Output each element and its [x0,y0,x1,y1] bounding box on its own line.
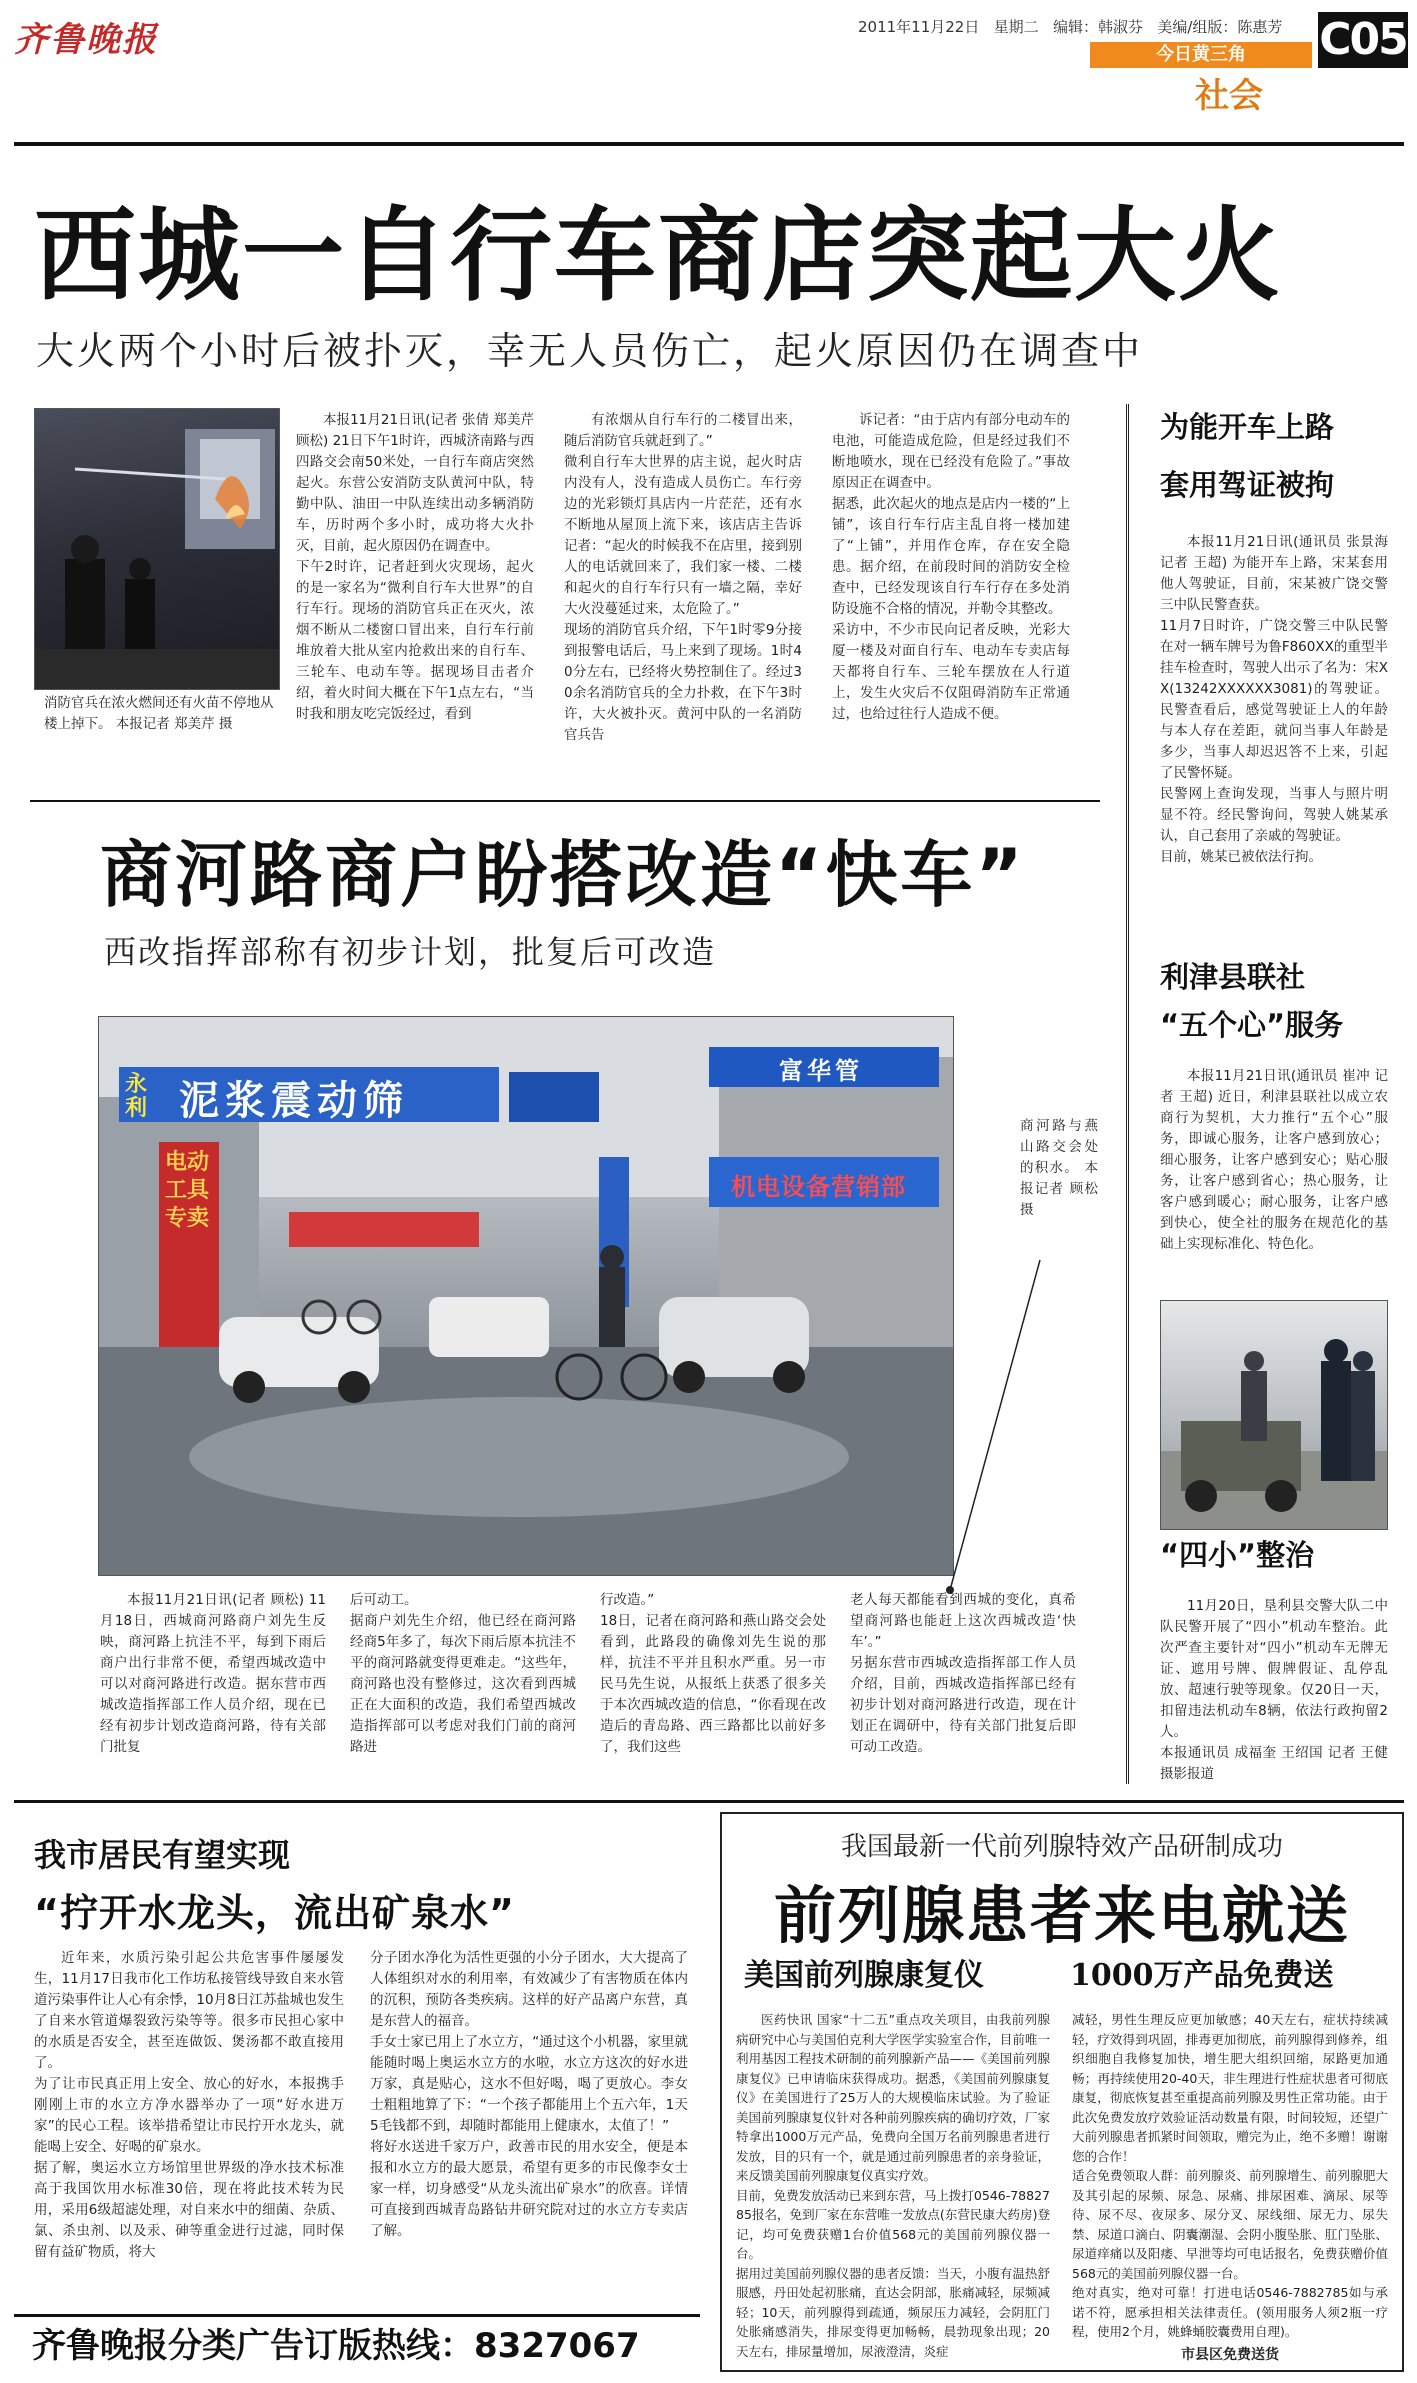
sidebar-story1-body [1160,532,1388,932]
ad-col2-text: 减轻，男性生理反应更加敏感；40天左右，症状持续减轻，疗效得到巩固，排毒更加彻底，前列腺得到修养，组织细胞自我修复加快，增生肥大组织回缩，尿路更加通畅；再持续使用20-40天，非生理进行性症状患者可彻底康复，彻底恢复甚至重提高前列腺及男性正常功能。由于此次免费发放疗效验证活动数量有限，时间较短，还望广大前列腺患者抓紧时间领取，赠完为止，绝不多赠！谢谢您的合作！ 适合免费领取人群：前列腺炎、前列腺增生、前列腺肥大及其引起的尿频、尿急、尿痛、排尿困难、滴尿、尿等待、尿不尽、夜尿多、尿分叉、尿线细、尿无力、尿失禁、尿道口滴白、阴囊潮湿、会阴小腹坠胀、肛门坠胀、尿道痒痛以及阳痿、早泄等均可电话报名，免费获赠价值568元的美国前列腺仪器一台。 绝对真实，绝对可靠！打进电话0546-7882785如与承诺不符，愿承担相关法律责任。(领用服务人须2瓶一疗程，使用2个月，姚蜂蛹胶囊费用自理)。 [1072,2012,1388,2339]
story2-headline: 商河路商户盼搭改造“快车” [100,833,1026,917]
ad-headline: 前列腺患者来电就送 [773,1879,1350,1952]
sidebar-story1-text: 本报11月21日讯(通讯员 张景海 记者 王超) 为能开车上路，宋某套用他人驾驶证，目前，宋某被广饶交警三中队民警查获。 11月7日时许，广饶交警三中队民警在对一辆车牌号为鲁F860XX的重型半挂车检查时，驾驶人出示了名为：宋XX(13242XXXXXX3081)的驾驶证。民警查看后，感觉驾驶证上人的年龄与本人存在差距，就问当事人年龄是多少，当事人却迟迟答不上来，引起了民警怀疑。 民警网上查询发现，当事人与照片明显不符。经民警询问，驾驶人姚某承认，自己套用了亲戚的驾驶证。 目前，姚某已被依法行拘。 [1160,534,1388,865]
newspaper-logo: 齐鲁晚报 [14,20,158,60]
story2-col4-text: 老人每天都能看到西城的变化，真希望商河路也能赶上这次西城改造‘快车’。” 另据东营市西城改造指挥部工作人员介绍，目前，西城改造指挥部已经有初步计划对商河路进行改造，现在计划正在调研中，待有关部门批复后即可动工改造。 [850,1592,1076,1755]
ad-col1-text: 医药快讯 国家“十二五”重点攻关项目，由我前列腺病研究中心与美国伯克利大学医学实验室合作，目前唯一利用基因工程技术研制的前列腺新产品——《美国前列腺康复仪》已申请临床获得成功。据悉，《美国前列腺康复仪》在美国进行了25万人的大规模临床试验。为了验证美国前列腺康复仪针对各种前列腺疾病的确切疗效，厂家特拿出1000万元产品，免费向全国万名前列腺患者进行发放，目的只有一个，就是通过前列腺患者的亲身验证，来反馈美国前列腺康复仪真实疗效。 目前，免费发放活动已来到东营，马上拨打0546-7882785报名，免到厂家在东营唯一发放点(东营民康大药房)登记，均可免费获赠1台价值568元的美国前列腺仪器一台。 据用过美国前列腺仪器的患者反馈：当天，小腹有温热舒服感，丹田处起初胀痛，直达会阴部，胀痛减轻，尿频减轻；10天，前列腺得到疏通，频尿压力减轻，会阴肛门处胀痛感消失，排尿变得更加畅畅，晨勃现象出现；20天左右，排尿量增加，尿液澄清，炎症 [736,2012,1050,2359]
ad-kicker: 我国最新一代前列腺特效产品研制成功 [840,1832,1283,1862]
photo-sign-vertical: 电动工具专卖 [165,1150,210,1231]
photo-sign-left: 永利 [125,1072,148,1121]
story1-column-1 [296,410,534,796]
story2-subhead: 西改指挥部称有初步计划，批复后可改造 [104,933,717,971]
ad-hotline [14,2314,700,2372]
story1-headline: 西城一自行车商店突起大火 [34,196,1282,316]
sidebar-story2-title-2: “五个心”服务 [1160,1008,1344,1042]
sidebar-story1-title-2: 套用驾证被拘 [1160,468,1335,502]
ad-footer: 市县区免费送货 [1181,2347,1279,2363]
water-story-column-2 [370,1948,688,2308]
section-name: 社会 [1195,76,1263,116]
street-photo [98,1016,954,1576]
photo-sign-main: 泥浆震动筛 [179,1078,409,1124]
page-number: C05 [1318,12,1408,68]
section-tag-bar: 今日黄三角 [1090,42,1312,68]
sidebar-story3-text: 11月20日，垦利县交警大队二中队民警开展了“四小”机动车整治。此次严查主要针对“四小”机动车无牌无证、遮用号牌、假牌假证、乱停乱放、超速行驶等现象。仅20日一天，扣留违法机动车8辆，依法行政拘留2人。 本报通讯员 成福奎 王绍国 记者 王健 摄影报道 [1160,1598,1388,1782]
ad-column-2 [1072,2010,1388,2340]
story2-col3-text: 行改造。” 18日，记者在商河路和燕山路交会处看到，此路段的确像刘先生说的那样，抗洼不平并且积水严重。另一市民马先生说，从报纸上获悉了很多关于本次西城改造的信息，“你看现在改造后的青岛路、西三路都比以前好多了，我们这些 [600,1592,826,1755]
photo-sign-shop: 机电设备营销部 [731,1173,906,1201]
caption-pointer-line [940,1250,1060,1610]
story2-column-1 [100,1590,326,1790]
editor-text: 编辑：韩淑芬 [1053,18,1144,36]
sidebar-story2-text: 本报11月21日讯(通讯员 崔冲 记者 王超) 近日，利津县联社以成立农商行为契机，大力推行“五个心”服务，即诚心服务，让客户感到放心；细心服务，让客户感到安心；贴心服务，让客户感到省心；热心服务，让客户感到暖心；耐心服务，让客户感到快心，使全社的服务在规范化的基础上实现标准化、特色化。 [1160,1068,1388,1252]
hotline-number: 8327067 [474,2326,640,2366]
story1-col1-text: 本报11月21日讯(记者 张倩 郑美芹 顾松) 21日下午1时许，西城济南路与西四路交会南50米处，一自行车商店突然起火。东营公安消防支队黄河中队，特勤中队、油田一中队连续出动多辆消防车，历时两个多小时，成功将大火扑灭，目前，起火原因仍在调查中。 下午2时许，记者赶到火灾现场，起火的是一家名为“微利自行车大世界”的自行车行。现场的消防官兵正在灭火，浓烟不断从二楼窗口冒出来，自行车行前堆放着大批从室内抢救出来的自行车、三轮车、电动车等。据现场目击者介绍，着火时间大概在下午1点左右，“当时我和朋友吃完饭经过，看到 [296,412,534,722]
story1-bottom-rule [30,800,1100,802]
traffic-police-illustration [1161,1301,1387,1529]
traffic-police-photo [1160,1300,1388,1530]
story2-column-4 [850,1590,1076,1790]
water-col1-text: 近年来，水质污染引起公共危害事件屡屡发生，11月17日我市化工作坊私接管线导致自来水管道污染事件让人心有余悸，10月8日江苏盐城也发生了自来水管道爆裂致污染等等。很多市民担心家中的水质是否安全，甚至连做饭、煲汤都不敢直接用了。 为了让市民真正用上安全、放心的好水，本报携手刚刚上市的水立方净水器举办了一项“好水进万家”的民心工程。该举措希望让市民拧开水龙头，就能喝上安全、好喝的矿泉水。 据了解，奥运水立方场馆里世界级的净水技术标准高于我国饮用水标准30倍，现在将此技术转为民用，采用6级超滤处理，对自来水中的细菌、杂质、氯、杀虫剂、以及汞、砷等重金进行过滤，同时保留有益矿物质，将大 [34,1950,344,2260]
ad-sub-right: 1000万产品免费送 [1070,1958,1334,1993]
sidebar-story2-body [1160,1066,1388,1296]
issue-date [858,16,1282,37]
weekday-text: 星期二 [993,18,1039,36]
story2-col2-text: 后可动工。 据商户刘先生介绍，他已经在商河路经商5年多了，每次下雨后原本抗洼不平的商河路就变得更难走。“这些年，商河路也没有整修过，这次看到西城正在大面积的改造，我们希望西城改造指挥部可以考虑对我们门前的商河路进 [350,1592,576,1755]
top-rule [14,142,1404,146]
story2-column-2 [350,1590,576,1790]
sidebar-story2-title-1: 利津县联社 [1160,960,1306,994]
ad-column-1 [736,2010,1050,2359]
story2-col1-text: 本报11月21日讯(记者 顾松) 11月18日，西城商河路商户刘先生反映，商河路上抗洼不平，每到下雨后商户出行非常不便，希望西城改造中可以对商河路进行改造。据东营市西城改造指挥部工作人员介绍，现在已经有初步计划改造商河路，待有关部门批复 [100,1592,326,1755]
bottom-section-rule [14,1800,1404,1803]
photo-sign-right: 富华管 [779,1057,863,1085]
water-story-column-1 [34,1948,344,2308]
story1-column-2 [564,410,802,796]
story1-subhead: 大火两个小时后被扑灭，幸无人员伤亡，起火原因仍在调查中 [36,329,1144,373]
water-col2-text: 分子团水净化为活性更强的小分子团水，大大提高了人体组织对水的利用率，有效减少了有害物质在体内的沉积，预防各类疾病。这样的好产品离户东营，真是东营人的福音。 手女士家已用上了水立方，“通过这个小机器，家里就能随时喝上奥运水立方的水啦，水立方这次的好水进万家，真是贴心，这水不但好喝，喝了更放心。李女士粗粗地算了下：“一个孩子都能用上个五六年，1天5毛钱都不到，却随时都能用上健康水，太值了！” 将好水送进千家万户，政善市民的用水安全，便是本报和水立方的最大愿景，希望有更多的市民像李女士家一样，切身感受“从龙头流出矿泉水”的欣喜。详情可直接到西城青岛路钻井研究院对过的水立方专卖店了解。 [370,1950,688,2239]
story1-column-3 [832,410,1070,796]
water-story-title-1: 我市居民有望实现 [34,1836,291,1874]
sidebar-story3-title: “四小”整治 [1160,1538,1315,1572]
date-text: 2011年11月22日 [858,18,980,36]
sidebar-story3-body [1160,1596,1388,1786]
street-photo-caption: 商河路与燕山路交会处的积水。 本报记者 顾松 摄 [1020,1118,1098,1218]
designer-text: 美编/组版：陈惠芳 [1157,18,1283,36]
story2-column-3 [600,1590,826,1790]
fire-photo-illustration [35,409,279,689]
story1-col3-text: 诉记者：“由于店内有部分电动车的电池，可能造成危险，但是经过我们不断地喷水，现在已经没有危险了。”事故原因正在调查中。 据悉，此次起火的地点是店内一楼的“上铺”，该自行车行店主乱自将一楼加建了“上铺”，并用作仓库，存在安全隐患。据介绍，在前段时间的消防安全检查中，已经发现该自行车行存在多处消防设施不合格的情况，并勒令其整改。 采访中，不少市民向记者反映，光彩大厦一楼及对面自行车、电动车专卖店每天都将自行车、三轮车摆放在人行道上，发生火灾后不仅阻碍消防车正常通过，也给过往行人造成不便。 [832,412,1070,722]
story1-col2-text: 有浓烟从自行车行的二楼冒出来，随后消防官兵就赶到了。” 微利自行车大世界的店主说，起火时店内没有人，没有造成人员伤亡。车行旁边的光彩锁灯具店内一片茫茫，还有水不断地从屋顶上流下来，该店店主告诉记者：“起火的时候我不在店里，接到别人的电话就回来了，我们家一楼、二楼和起火的自行车行只有一墙之隔，幸好大火没蔓延过来，太危险了。” 现场的消防官兵介绍，下午1时零9分接到报警电话后，马上来到了现场。1时40分左右，已经将火势控制住了。经过30余名消防官兵的全力扑救，在下午3时许，大火被扑灭。黄河中队的一名消防官兵告 [564,412,802,743]
water-story-title-2: “拧开水龙头，流出矿泉水” [34,1891,515,1935]
fire-photo [34,408,280,690]
hotline-label: 齐鲁晚报分类广告订版热线： [32,2326,474,2366]
sidebar-story1-title-1: 为能开车上路 [1160,410,1335,444]
ad-sub-left: 美国前列腺康复仪 [744,1958,984,1993]
fire-photo-caption: 消防官兵在浓火燃间还有火苗不停地从楼上掉下。 本报记者 郑美芹 摄 [44,695,274,732]
